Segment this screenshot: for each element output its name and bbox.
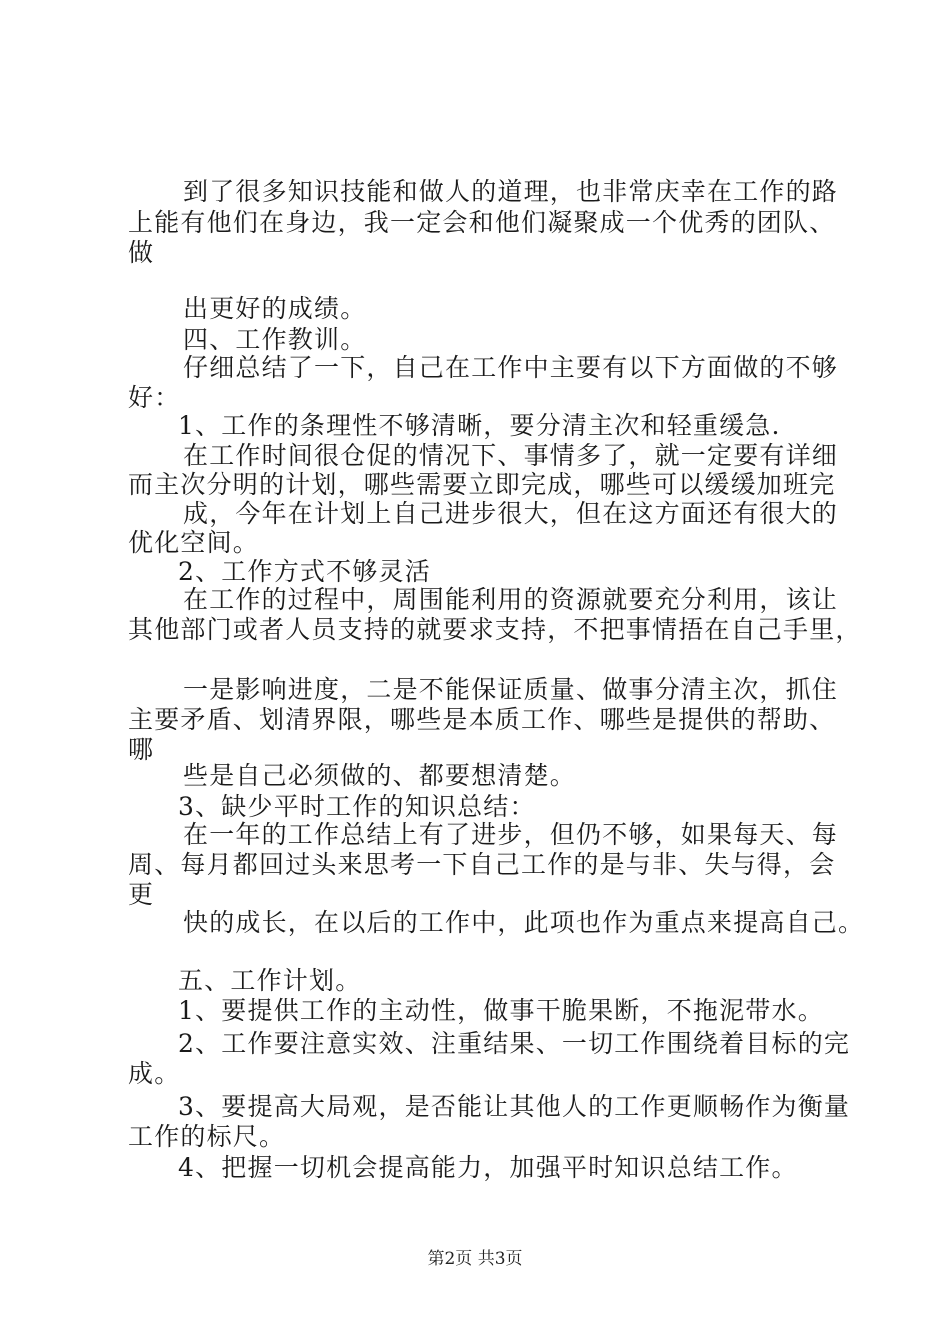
text-line: 主要矛盾、划清界限，哪些是本质工作、哪些是提供的帮助、 xyxy=(128,705,836,734)
text-line: 些是自己必须做的、都要想清楚。 xyxy=(183,761,577,790)
list-item: 1、工作的条理性不够清晰，要分清主次和轻重缓急. xyxy=(178,411,781,440)
text-line: 仔细总结了一下，自己在工作中主要有以下方面做的不够 xyxy=(183,353,839,382)
text-line: 到了很多知识技能和做人的道理，也非常庆幸在工作的路 xyxy=(183,177,839,206)
text-line: 好： xyxy=(128,383,181,412)
text-line: 成。 xyxy=(128,1059,181,1088)
list-item: 3、要提高大局观，是否能让其他人的工作更顺畅作为衡量 xyxy=(178,1092,851,1121)
list-item: 1、要提供工作的主动性，做事干脆果断，不拖泥带水。 xyxy=(178,996,824,1025)
text-line: 哪 xyxy=(128,735,155,764)
section-heading: 五、工作计划。 xyxy=(178,966,362,995)
text-line: 在工作的过程中，周围能利用的资源就要充分利用，该让 xyxy=(183,585,839,614)
text-line: 出更好的成绩。 xyxy=(183,294,367,323)
page-number: 第2页 共3页 xyxy=(427,1249,523,1269)
text-line: 更 xyxy=(128,880,155,909)
text-line: 而主次分明的计划，哪些需要立即完成，哪些可以缓缓加班完 xyxy=(128,470,836,499)
text-line: 优化空间。 xyxy=(128,528,260,557)
text-line: 快的成长，在以后的工作中，此项也作为重点来提高自己。 xyxy=(183,908,865,937)
text-line: 周、每月都回过头来思考一下自己工作的是与非、失与得，会 xyxy=(128,850,836,879)
text-line: 在工作时间很仓促的情况下、事情多了，就一定要有详细 xyxy=(183,441,839,470)
text-line: 一是影响进度，二是不能保证质量、做事分清主次，抓住 xyxy=(183,675,839,704)
text-line: 工作的标尺。 xyxy=(128,1122,286,1151)
section-heading: 四、工作教训。 xyxy=(183,325,367,354)
text-line: 成，今年在计划上自己进步很大，但在这方面还有很大的 xyxy=(183,499,839,528)
list-item: 3、缺少平时工作的知识总结： xyxy=(178,792,536,821)
list-item: 4、把握一切机会提高能力，加强平时知识总结工作。 xyxy=(178,1153,798,1182)
text-line: 其他部门或者人员支持的就要求支持，不把事情捂在自己手里， xyxy=(128,615,862,644)
text-line: 做 xyxy=(128,238,155,267)
list-item: 2、工作方式不够灵活 xyxy=(178,557,431,586)
text-line: 在一年的工作总结上有了进步，但仍不够，如果每天、每 xyxy=(183,820,839,849)
list-item: 2、工作要注意实效、注重结果、一切工作围绕着目标的完 xyxy=(178,1029,851,1058)
text-line: 上能有他们在身边，我一定会和他们凝聚成一个优秀的团队、 xyxy=(128,208,836,237)
